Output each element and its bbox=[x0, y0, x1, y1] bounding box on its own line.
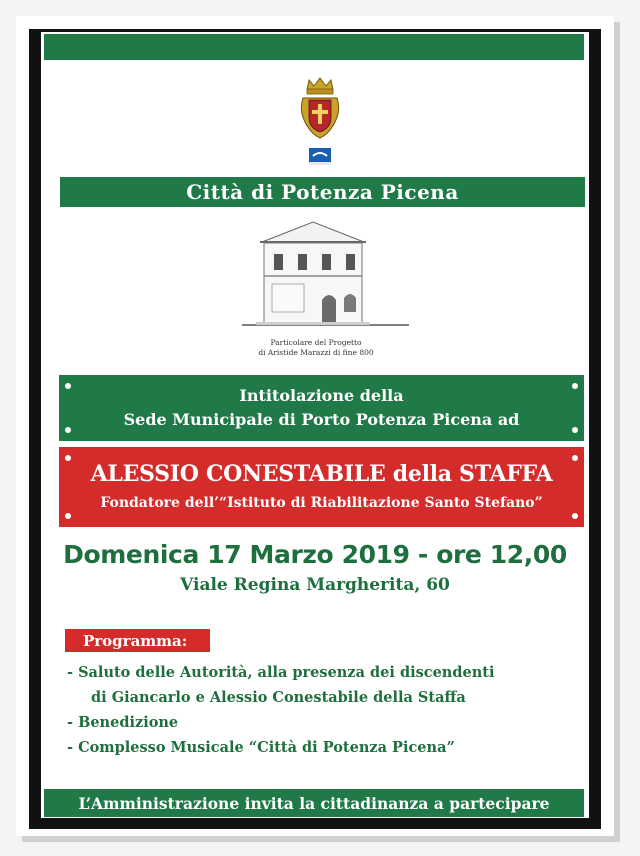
honoree-subtitle: Fondatore dell’“Istituto di Riabilitazione Santo Stefano” bbox=[100, 495, 543, 511]
dedication-line-2: Sede Municipale di Porto Potenza Picena ad bbox=[123, 410, 520, 429]
corner-dot bbox=[572, 513, 578, 519]
caption-line-2: di Aristide Marazzi di fine 800 bbox=[258, 348, 374, 357]
honoree-name: ALESSIO CONESTABILE della STAFFA bbox=[90, 461, 553, 487]
poster-inner bbox=[41, 32, 589, 818]
program-label bbox=[65, 629, 210, 652]
town-hall-drawing bbox=[238, 218, 413, 334]
top-band bbox=[44, 34, 584, 60]
dedication-band bbox=[59, 375, 584, 441]
corner-dot bbox=[65, 383, 71, 389]
event-address: Viale Regina Margherita, 60 bbox=[180, 575, 450, 595]
footer-band bbox=[44, 789, 584, 817]
event-datetime: Domenica 17 Marzo 2019 - ore 12,00 bbox=[63, 540, 567, 569]
list-item: - Benedizione bbox=[67, 714, 179, 731]
list-item: - Complesso Musicale “Città di Potenza Picena” bbox=[67, 739, 455, 756]
footer-invite: L’Amministrazione invita la cittadinanza a partecipare bbox=[78, 793, 550, 813]
list-item: - Saluto delle Autorità, alla presenza dei discendenti bbox=[67, 664, 495, 681]
city-title-band bbox=[60, 177, 585, 207]
corner-dot bbox=[65, 513, 71, 519]
drawing-caption bbox=[191, 338, 441, 358]
list-item: di Giancarlo e Alessio Conestabile della Staffa bbox=[91, 689, 466, 706]
dedication-line-1: Intitolazione della bbox=[239, 386, 404, 405]
corner-dot bbox=[65, 427, 71, 433]
corner-dot bbox=[572, 383, 578, 389]
city-crest-icon bbox=[297, 76, 343, 166]
program-list bbox=[67, 660, 577, 760]
caption-line-1: Particolare del Progetto bbox=[270, 338, 362, 347]
poster bbox=[29, 29, 601, 829]
honoree-band bbox=[59, 447, 584, 527]
program-label-text: Programma: bbox=[83, 631, 188, 650]
corner-dot bbox=[572, 427, 578, 433]
city-title: Città di Potenza Picena bbox=[186, 180, 459, 204]
